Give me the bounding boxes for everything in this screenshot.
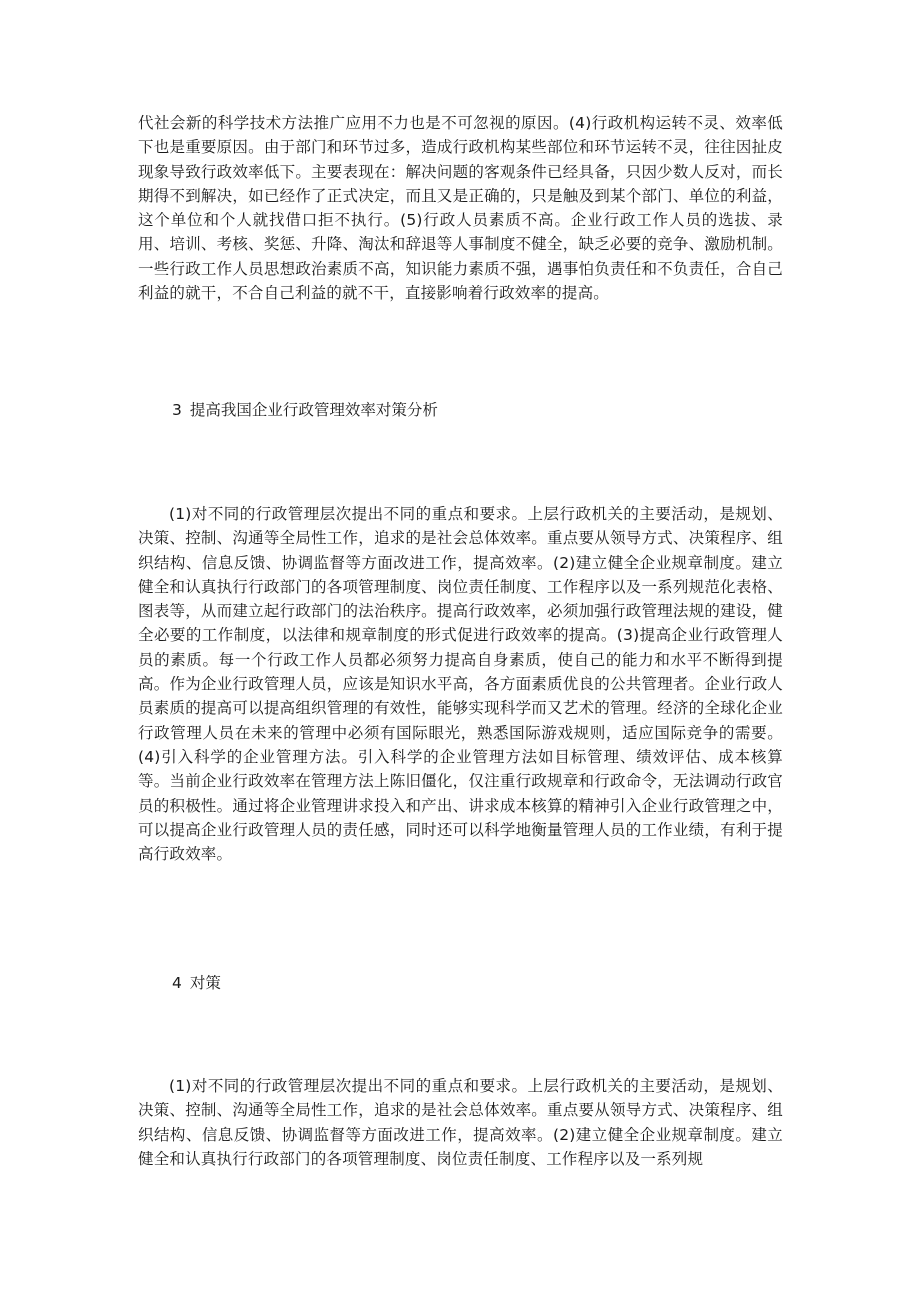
section-4-title: 对策	[189, 974, 221, 992]
section-3-heading	[172, 398, 438, 422]
section-4-heading	[172, 971, 221, 995]
intro-paragraph: 代社会新的科学技术方法推广应用不力也是不可忽视的原因。(4)行政机构运转不灵、效率低下也是重要原因。由于部门和环节过多，造成行政机构某些部位和环节运转不灵，往往因扯皮现象导致行政效率低下。主要表现在：解决问题的客观条件已经具备，只因少数人反对，而长期得不到解决，如已经作了正式决定，而且又是正确的，只是触及到某个部门、单位的利益，这个单位和个人就找借口拒不执行。(5)行政人员素质不高。企业行政工作人员的选拔、录用、培训、考核、奖惩、升降、淘汰和辞退等人事制度不健全，缺乏必要的竞争、激励机制。一些行政工作人员思想政治素质不高，知识能力素质不强，遇事怕负责任和不负责任，合自己利益的就干，不合自己利益的就不干，直接影响着行政效率的提高。	[138, 114, 783, 303]
section-3-paragraph: (1)对不同的行政管理层次提出不同的重点和要求。上层行政机关的主要活动，是规划、决策、控制、沟通等全局性工作，追求的是社会总体效率。重点要从领导方式、决策程序、组织结构、信息反馈、协调监督等方面改进工作，提高效率。(2)建立健全企业规章制度。建立健全和认真执行行政部门的各项管理制度、岗位责任制度、工作程序以及一系列规范化表格、图表等，从而建立起行政部门的法治秩序。提高行政效率，必须加强行政管理法规的建设，健全必要的工作制度，以法律和规章制度的形式促进行政效率的提高。(3)提高企业行政管理人员的素质。每一个行政工作人员都必须努力提高自身素质，使自己的能力和水平不断得到提高。作为企业行政管理人员，应该是知识水平高，各方面素质优良的公共管理者。企业行政人员素质的提高可以提高组织管理的有效性，能够实现科学而又艺术的管理。经济的全球化企业行政管理人员在未来的管理中必须有国际眼光，熟悉国际游戏规则，适应国际竞争的需要。(4)引入科学的企业管理方法。引入科学的企业管理方法如目标管理、绩效评估、成本核算等。当前企业行政效率在管理方法上陈旧僵化，仅注重行政规章和行政命令，无法调动行政官员的积极性。通过将企业管理讲求投入和产出、讲求成本核算的精神引入企业行政管理之中，可以提高企业行政管理人员的责任感，同时还可以科学地衡量管理人员的工作业绩，有利于提高行政效率。	[138, 505, 783, 864]
section-4-paragraph: (1)对不同的行政管理层次提出不同的重点和要求。上层行政机关的主要活动，是规划、决策、控制、沟通等全局性工作，追求的是社会总体效率。重点要从领导方式、决策程序、组织结构、信息反馈、协调监督等方面改进工作，提高效率。(2)建立健全企业规章制度。建立健全和认真执行行政部门的各项管理制度、岗位责任制度、工作程序以及一系列规	[138, 1077, 783, 1168]
section-4-number: 4	[172, 974, 182, 992]
section-3-number: 3	[172, 401, 182, 419]
section-3-title: 提高我国企业行政管理效率对策分析	[189, 401, 438, 419]
